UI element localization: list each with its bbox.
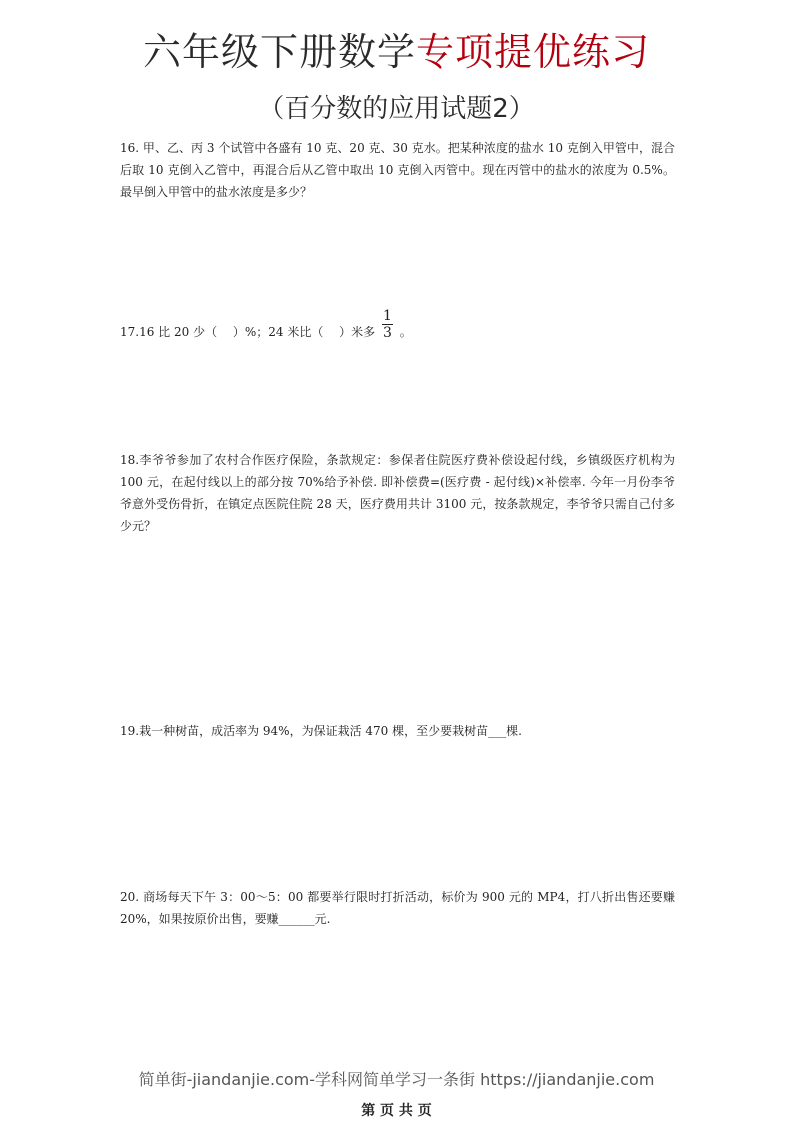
page-title: [0, 28, 793, 76]
page-title-topic: 专项提优练习: [416, 30, 651, 74]
question-17: [120, 308, 520, 349]
page-subtitle: （百分数的应用试题2）: [258, 94, 535, 124]
question-17-end: 。: [399, 325, 412, 339]
question-19: 19.栽一种树苗，成活率为 94%，为保证栽活 470 棵，至少要栽树苗___棵.: [120, 724, 522, 738]
page-number: 第 页 共 页: [361, 1103, 432, 1119]
page-title-grade: 六年级下册数学: [142, 30, 416, 74]
question-16: 16. 甲、乙、丙 3 个试管中各盛有 10 克、20 克、30 克水。把某种浓度的盐水 10 克倒入甲管中，混合后取 10 克倒入乙管中，再混合后从乙管中取出 10 克倒入丙管中。现在丙管中的盐水的浓度为 0.5%。最早倒入甲管中的盐水浓度是多少？: [120, 141, 675, 199]
footer-site-link[interactable]: 简单街-jiandanjie.com-学科网简单学习一条街 https://jiandanjie.com: [138, 1070, 655, 1089]
fraction-one-third: [382, 308, 393, 341]
question-20: 20. 商场每天下午 3：00～5：00 都要举行限时打折活动，标价为 900 元的 MP4，打八折出售还要赚 20%，如果按原价出售，要赚______元.: [120, 890, 675, 926]
fraction-numerator: 1: [383, 308, 392, 324]
question-18: 18.李爷爷参加了农村合作医疗保险，条款规定：参保者住院医疗费补偿设起付线，乡镇级医疗机构为 100 元，在起付线以上的部分按 70%给予补偿. 即补偿费=(医疗费 - 起付线)×补偿率. 今年一月份李爷爷意外受伤骨折，在镇定点医院住院 28 天，医疗费用共计 3100 元，按条款规定，李爷爷只需自己付多少元？: [120, 453, 675, 533]
question-17-text: 17.16 比 20 少（ ）%；24 米比（ ）米多: [120, 325, 376, 339]
fraction-denominator: 3: [383, 325, 392, 341]
